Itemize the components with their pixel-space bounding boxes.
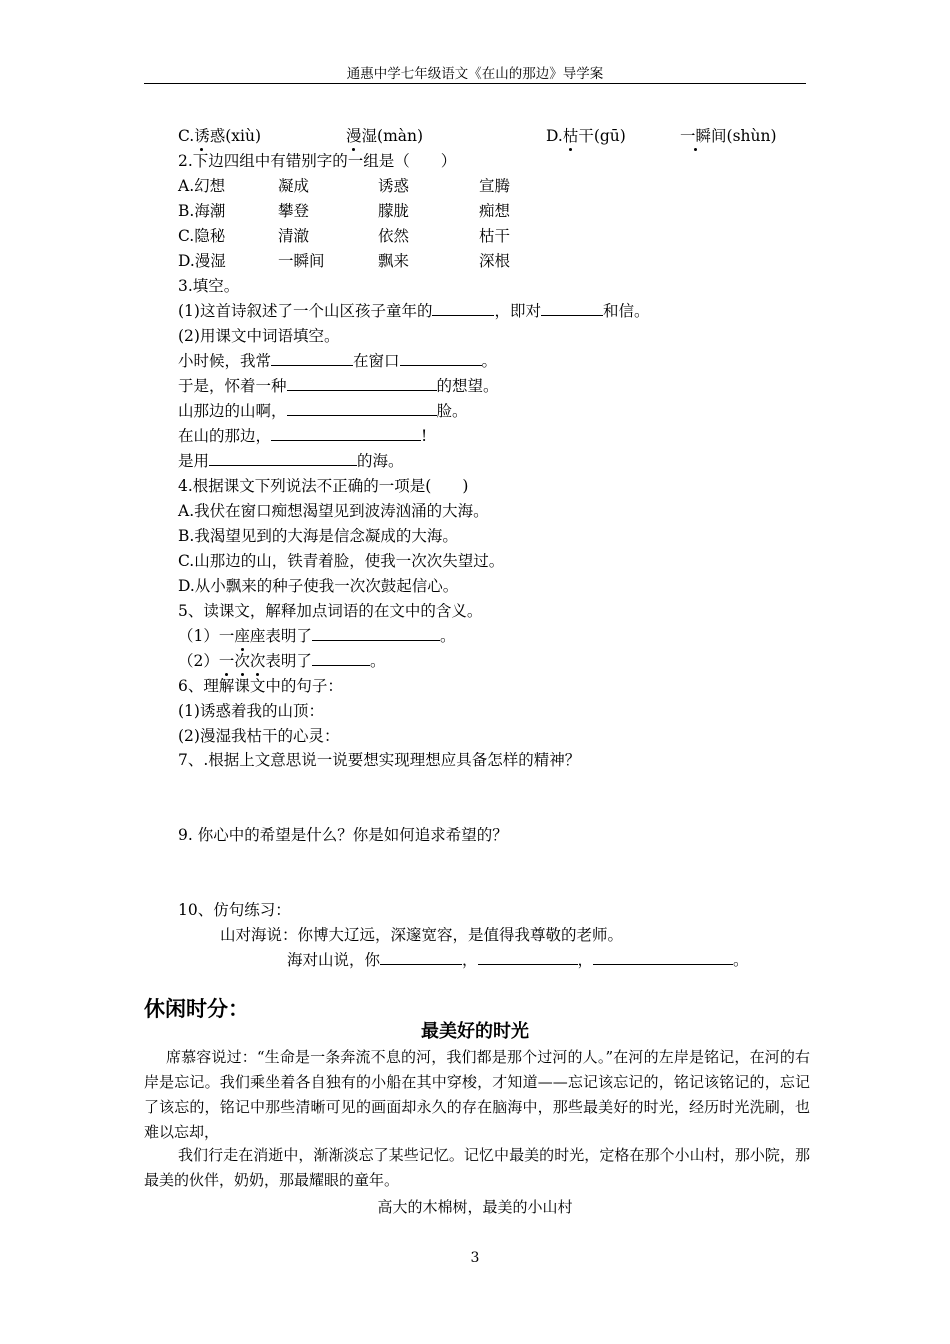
q3-fill-2: 于是，怀着一种 的想望。 xyxy=(178,377,499,395)
page-header: 通惠中学七年级语文《在山的那边》导学案 xyxy=(346,66,604,82)
dotted-char: 一 xyxy=(218,652,235,670)
dotted-char: 次 xyxy=(234,652,250,670)
q2-word: C.隐秘 xyxy=(178,227,226,245)
answer-blank[interactable] xyxy=(312,651,370,666)
answer-blank[interactable] xyxy=(271,426,421,441)
q10-example: 山对海说：你博大辽远，深邃宽容，是值得我尊敬的老师。 xyxy=(220,926,624,944)
q6-stem: 6、理解课文中的句子： xyxy=(178,677,343,695)
q2-word: D.漫湿 xyxy=(178,252,226,270)
answer-blank[interactable] xyxy=(209,451,357,466)
dotted-char: 诱 xyxy=(194,127,210,145)
q2-word: 一瞬间 xyxy=(278,252,325,270)
q9-stem: 9. 你心中的希望是什么？你是如何追求希望的？ xyxy=(178,826,508,844)
dotted-char: 漫 xyxy=(346,127,362,145)
q6-sentence-2: (2)漫湿我枯干的心灵： xyxy=(178,727,340,745)
essay-paragraph-1: 席慕容说过：“生命是一条奔流不息的河，我们都是那个过河的人。”在河的左岸是铭记，在河的右岸是忘记。我们乘坐着各自独有的小船在其中穿梭，才知道——忘记该忘记的，铭记该铭记的，忘记了该忘的，铭记中那些清晰可见的画面却永久的存在脑海中，那些最美好的时光，经历时光洗刷，也难以忘却， xyxy=(144,1048,810,1141)
dotted-char: 座 xyxy=(234,627,250,645)
q7-stem: 7、.根据上文意思说一说要想实现理想应具备怎样的精神？ xyxy=(178,751,581,769)
q3-part1: (1)这首诗叙述了一个山区孩子童年的 ，即对 和信。 xyxy=(178,302,650,320)
q4-option-c: C.山那边的山，铁青着脸，使我一次次失望过。 xyxy=(178,552,505,570)
q3-fill-1: 小时候，我常 在窗口 。 xyxy=(178,352,498,370)
q2-word: 宣腾 xyxy=(479,177,511,195)
q10-stem: 10、仿句练习： xyxy=(178,901,291,919)
answer-blank[interactable] xyxy=(478,950,578,965)
essay-paragraph-3: 高大的木棉树，最美的小山村 xyxy=(377,1198,573,1216)
q3-stem: 3.填空。 xyxy=(178,277,240,295)
q2-word: 深根 xyxy=(479,252,511,270)
q2-word: 清澈 xyxy=(278,227,310,245)
page-number: 3 xyxy=(470,1250,480,1266)
answer-blank[interactable] xyxy=(287,376,437,391)
answer-blank[interactable] xyxy=(593,950,733,965)
dotted-char: 一瞬 xyxy=(680,127,712,145)
essay-title: 最美好的时光 xyxy=(421,1021,529,1042)
q5-stem: 5、读课文，解释加点词语的在文中的含义。 xyxy=(178,602,483,620)
q2-word: 枯干 xyxy=(479,227,511,245)
answer-blank[interactable] xyxy=(541,301,603,316)
q2-word: 痴想 xyxy=(479,202,511,220)
q2-word: 诱惑 xyxy=(378,177,410,195)
q3-fill-5: 是用 的海。 xyxy=(178,452,404,470)
q3-fill-3: 山那边的山啊， 脸。 xyxy=(178,402,468,420)
leisure-heading: 休闲时分： xyxy=(144,997,249,1021)
q5-item-2: （2）一次次表明了 。 xyxy=(178,652,386,670)
dotted-char: 次 xyxy=(249,652,266,670)
q2-word: 飘来 xyxy=(378,252,410,270)
q4-stem: 4.根据课文下列说法不正确的一项是( ) xyxy=(178,477,469,495)
q10-prompt: 海对山说，你 ， ， 。 xyxy=(287,951,749,969)
q2-word: 朦胧 xyxy=(378,202,410,220)
q2-word: 攀登 xyxy=(278,202,310,220)
q2-word: A.幻想 xyxy=(178,177,226,195)
q2-word: 依然 xyxy=(378,227,410,245)
q3-fill-4: 在山的那边， ! xyxy=(178,427,428,445)
answer-blank[interactable] xyxy=(271,351,353,366)
essay-paragraph-2: 我们行走在消逝中，渐渐淡忘了某些记忆。记忆中最美的时光，定格在那个小山村，那小院，那最美的伙伴，奶奶，那最耀眼的童年。 xyxy=(144,1146,810,1189)
answer-blank[interactable] xyxy=(400,351,482,366)
answer-blank[interactable] xyxy=(312,626,440,641)
header-rule xyxy=(144,83,806,84)
q3-part2: (2)用课文中词语填空。 xyxy=(178,327,340,345)
q6-sentence-1: (1)诱惑着我的山顶： xyxy=(178,702,324,720)
q4-option-a: A.我伏在窗口痴想渴望见到波涛汹涌的大海。 xyxy=(178,502,489,520)
q4-option-b: B.我渴望见到的大海是信念凝成的大海。 xyxy=(178,527,458,545)
answer-blank[interactable] xyxy=(287,401,437,416)
dotted-char: 枯 xyxy=(562,127,579,145)
answer-blank[interactable] xyxy=(380,950,462,965)
q2-stem: 2.下边四组中有错别字的一组是（ ） xyxy=(178,152,457,170)
q2-word: 凝成 xyxy=(278,177,310,195)
q5-item-1: （1）一座座表明了 。 xyxy=(178,627,456,645)
answer-blank[interactable] xyxy=(432,301,494,316)
q4-option-d: D.从小飘来的种子使我一次次鼓起信心。 xyxy=(178,577,459,595)
q2-word: B.海潮 xyxy=(178,202,226,220)
